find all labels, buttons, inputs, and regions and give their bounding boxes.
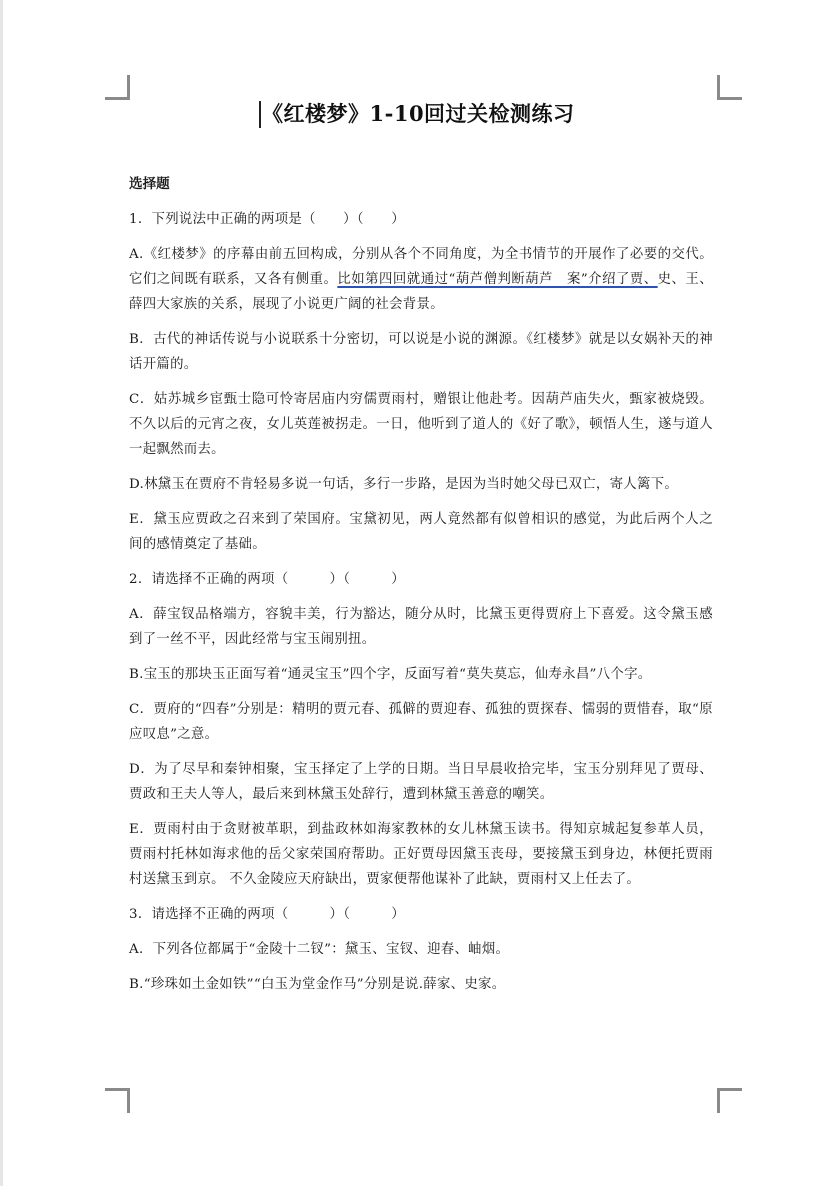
- crop-mark-bottom-left: [105, 1088, 130, 1113]
- question-2-option-d: D．为了尽早和秦钟相聚，宝玉择定了上学的日期。当日早晨收拾完毕，宝玉分别拜见了贾母、贾政和王夫人等人，最后来到林黛玉处辞行，遭到林黛玉善意的嘲笑。: [129, 762, 713, 802]
- crop-mark-top-right: [717, 75, 742, 100]
- question-2-option-a: A．薛宝钗品格端方，容貌丰美，行为豁达，随分从时，比黛玉更得贾府上下喜爱。这令黛玉感到了一丝不平，因此经常与宝玉闹别扭。: [129, 607, 713, 647]
- document-title: 《红楼梦》1-10回过关检测练习: [262, 101, 575, 126]
- question-1-option-e: E．黛玉应贾政之召来到了荣国府。宝黛初见，两人竟然都有似曾相识的感觉，为此后两个人之间的感情奠定了基础。: [129, 512, 713, 552]
- section-heading: 选择题: [129, 176, 170, 192]
- page-edge: [0, 0, 3, 1186]
- question-1-option-b: B．古代的神话传说与小说联系十分密切，可以说是小说的渊源。《红楼梦》就是以女娲补天的神话开篇的。: [129, 332, 713, 372]
- crop-mark-bottom-right: [717, 1088, 742, 1113]
- question-3-option-b: B.“珍珠如土金如铁”“白玉为堂金作马”分别是说.薛家、史家。: [129, 977, 506, 992]
- question-1-stem: 1．下列说法中正确的两项是（ ）（ ）: [129, 212, 405, 227]
- question-2-stem: 2．请选择不正确的两项（ ）（ ）: [129, 572, 405, 587]
- document-body: [129, 172, 713, 1007]
- option-text-continued: 史、王、薛四大家族的关系，展现了小说更广阔的社会背景。: [129, 272, 714, 312]
- option-text: A.《红楼梦》的序幕由前五回构成，分别从各个不同角度，为全书情节的开展作了必要的交代。它们之间既有联系，又各有侧重。: [129, 247, 713, 287]
- question-1-option-d: D.林黛玉在贾府不肯轻易多说一句话，多行一步路，是因为当时她父母已双亡，寄人篱下。: [129, 477, 679, 492]
- question-1-option-c: C．姑苏城乡宦甄士隐可怜寄居庙内穷儒贾雨村，赠银让他赴考。因葫芦庙失火，甄家被烧毁。不久以后的元宵之夜，女儿英莲被拐走。一日，他听到了道人的《好了歌》，顿悟人生，遂与道人一起飘然而去。: [129, 392, 713, 457]
- question-3-option-a: A．下列各位都属于“金陵十二钗”：黛玉、宝钗、迎春、岫烟。: [129, 942, 510, 957]
- question-2-option-b: B.宝玉的那块玉正面写着“通灵宝玉”四个字，反面写着“莫失莫忘，仙寿永昌”八个字。: [129, 667, 652, 682]
- crop-mark-top-left: [105, 75, 130, 100]
- question-2-option-e: E．贾雨村由于贪财被革职，到盐政林如海家教林的女儿林黛玉读书。得知京城起复参革人员，贾雨村托林如海求他的岳父家荣国府帮助。正好贾母因黛玉丧母，要接黛玉到身边，林便托贾雨村送黛玉到京。 不久金陵应天府缺出，贾家便帮他谋补了此缺，贾雨村又上任去了。: [129, 822, 713, 887]
- question-1-option-a: [129, 242, 713, 317]
- question-3-stem: 3．请选择不正确的两项（ ）（ ）: [129, 907, 405, 922]
- underlined-text: 比如第四回就通过“葫芦僧判断葫芦 案”介绍了贾、: [337, 272, 658, 287]
- text-cursor: [259, 101, 261, 128]
- question-2-option-c: C．贾府的“四春”分别是：精明的贾元春、孤僻的贾迎春、孤独的贾探春、懦弱的贾惜春，取“原应叹息”之意。: [129, 702, 713, 742]
